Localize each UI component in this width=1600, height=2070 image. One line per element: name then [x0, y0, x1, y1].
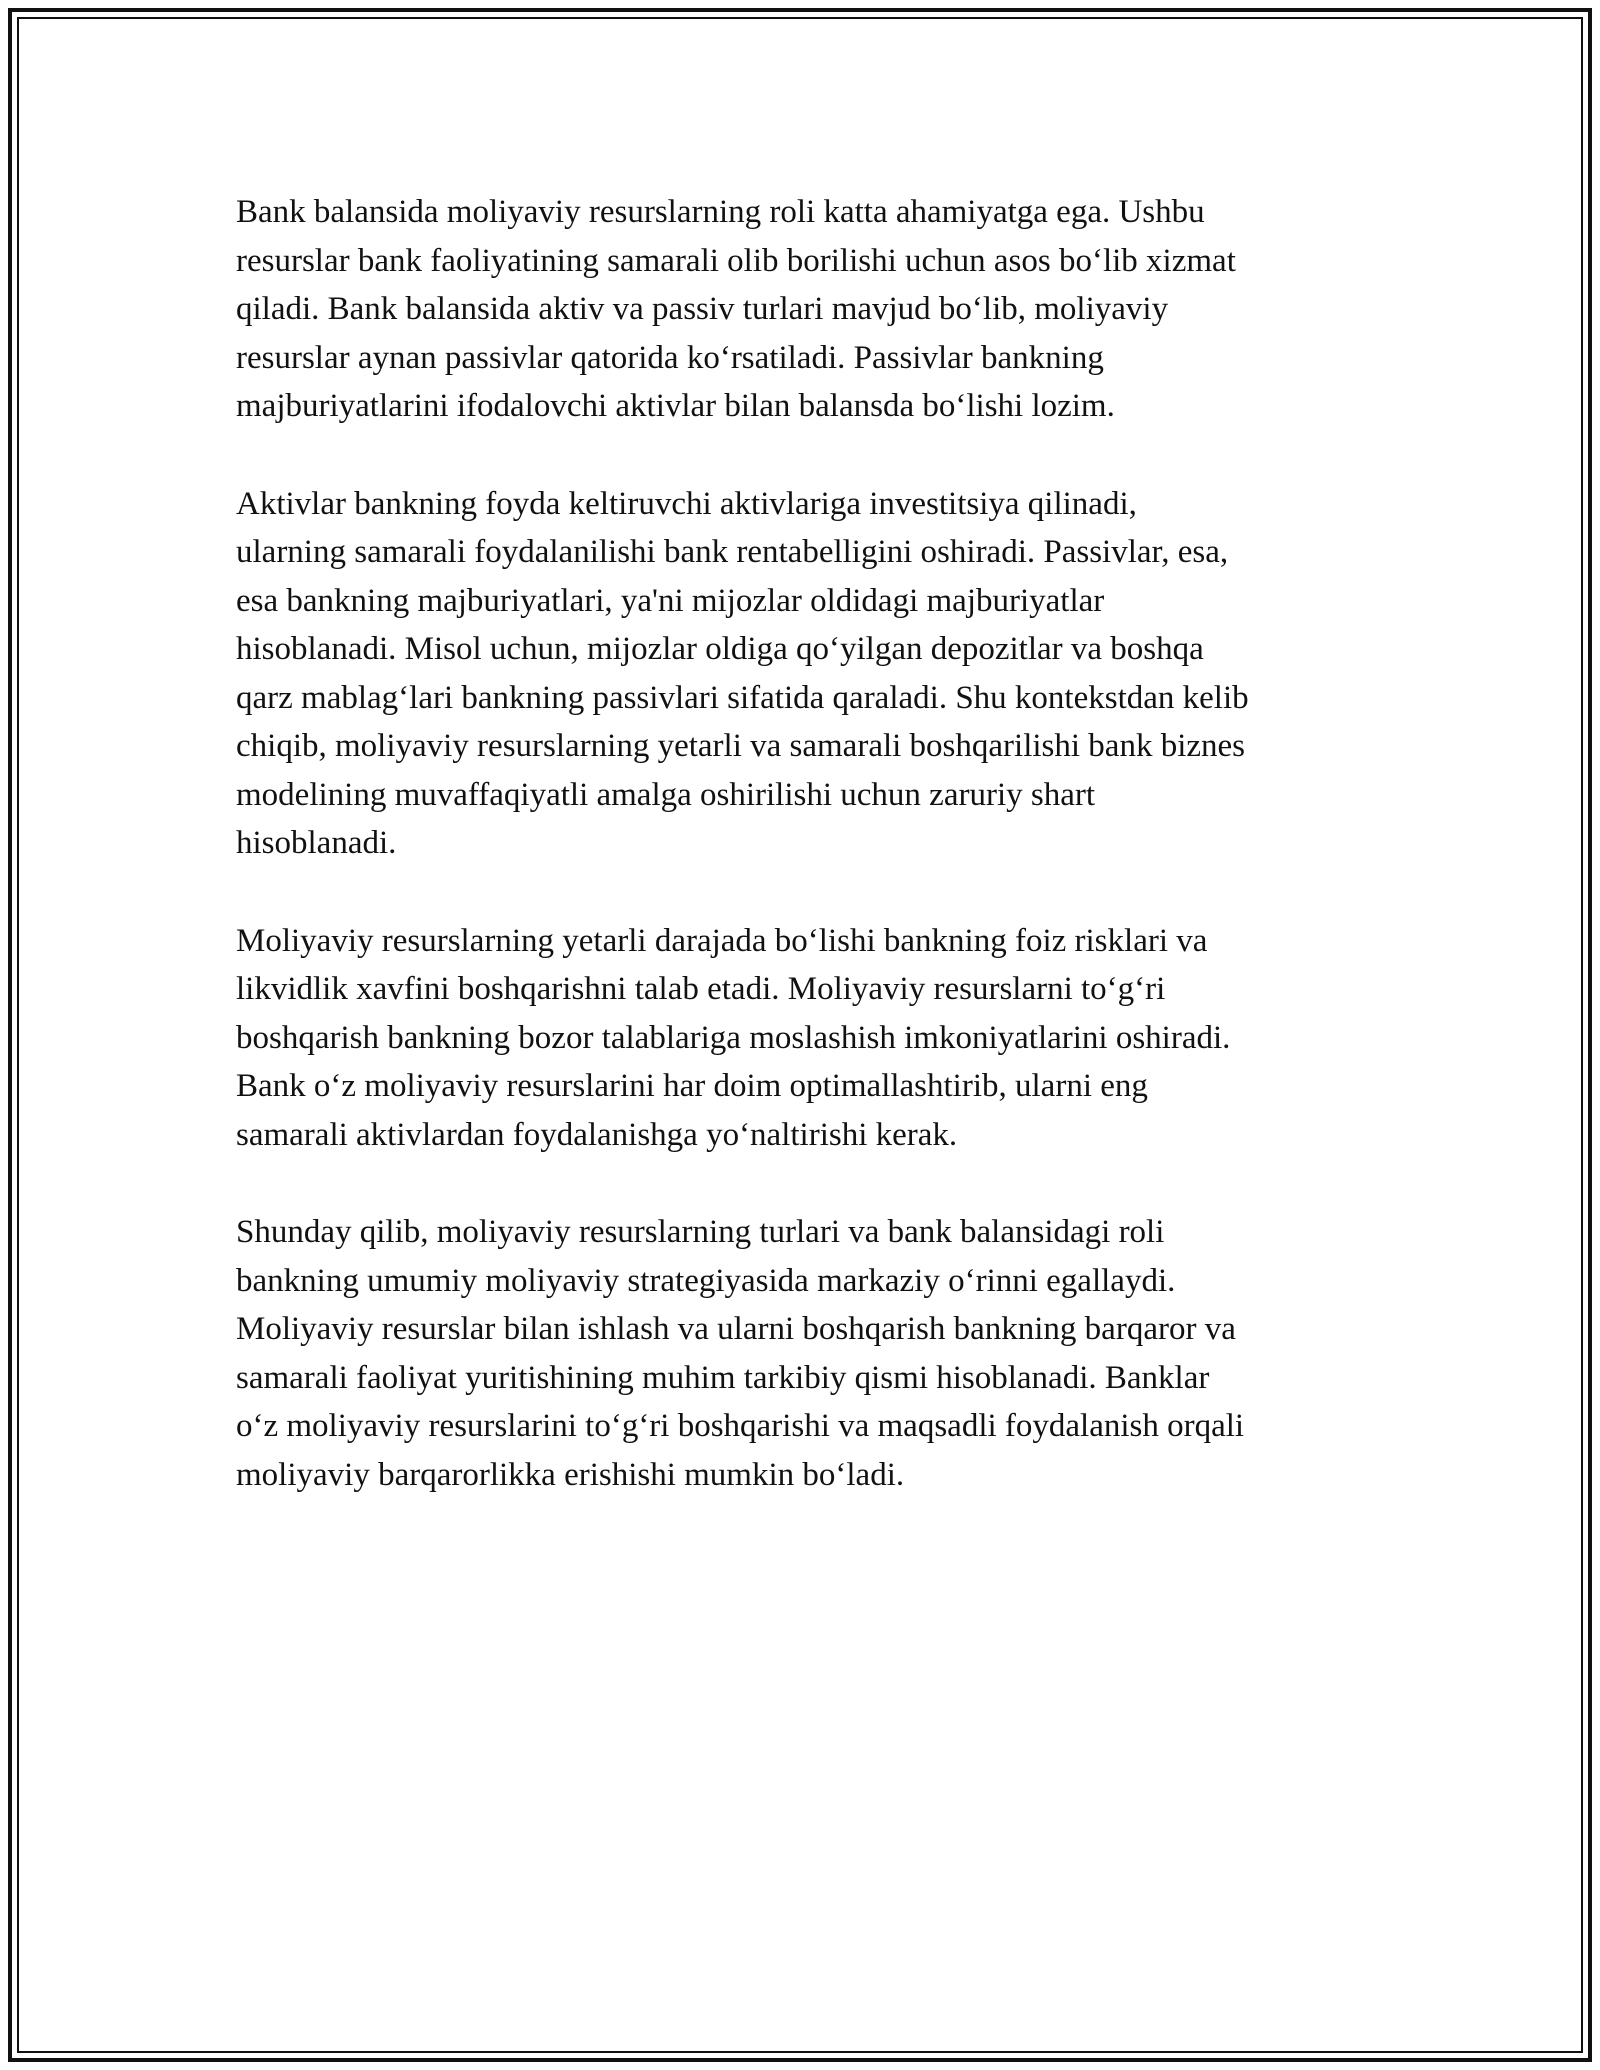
paragraph: Moliyaviy resurslarning yetarli darajada bo‘lishi bankning foiz risklari va likvidlik xavfini boshqarishni talab etadi. Moliyaviy resurslarni to‘g‘ri boshqarish bankning bozor talablariga moslashish imkoniyatlarini oshiradi. Bank o‘z moliyaviy resurslarini har doim optimallashtirib, ularni eng samarali aktivlardan foydalanishga yo‘naltirishi kerak. [236, 922, 1231, 1153]
paragraph: Bank balansida moliyaviy resurslarning roli katta ahamiyatga ega. Ushbu resurslar bank faoliyatining samarali olib borilishi uchun asos bo‘lib xizmat qiladi. Bank balansida aktiv va passiv turlari mavjud bo‘lib, moliyaviy resurslar aynan passivlar qatorida ko‘rsatiladi. Passivlar bankning majburiyatlarini ifodalovchi aktivlar bilan balansda bo‘lishi lozim. [236, 194, 1236, 424]
paragraph: Aktivlar bankning foyda keltiruvchi aktivlariga investitsiya qilinadi, ularning samarali foydalanilishi bank rentabelligini oshiradi. Passivlar, esa, esa bankning majburiyatlari, ya'ni mijozlar oldidagi majburiyatlar hisoblanadi. Misol uchun, mijozlar oldiga qo‘yilgan depozitlar va boshqa qarz mablag‘lari bankning passivlari sifatida qaraladi. Shu kontekstdan kelib chiqib, moliyaviy resurslarning yetarli va samarali boshqarilishi bank biznes modelining muvaffaqiyatli amalga oshirilishi uchun zaruriy shart hisoblanadi. [236, 485, 1249, 861]
document-body [236, 188, 1376, 1548]
paragraph: Shunday qilib, moliyaviy resurslarning turlari va bank balansidagi roli bankning umumiy moliyaviy strategiyasida markaziy o‘rinni egallaydi. Moliyaviy resurslar bilan ishlash va ularni boshqarish bankning barqaror va samarali faoliyat yuritishining muhim tarkibiy qismi hisoblanadi. Banklar o‘z moliyaviy resurslarini to‘g‘ri boshqarishi va maqsadli foydalanish orqali moliyaviy barqarorlikka erishishi mumkin bo‘ladi. [236, 1214, 1245, 1493]
